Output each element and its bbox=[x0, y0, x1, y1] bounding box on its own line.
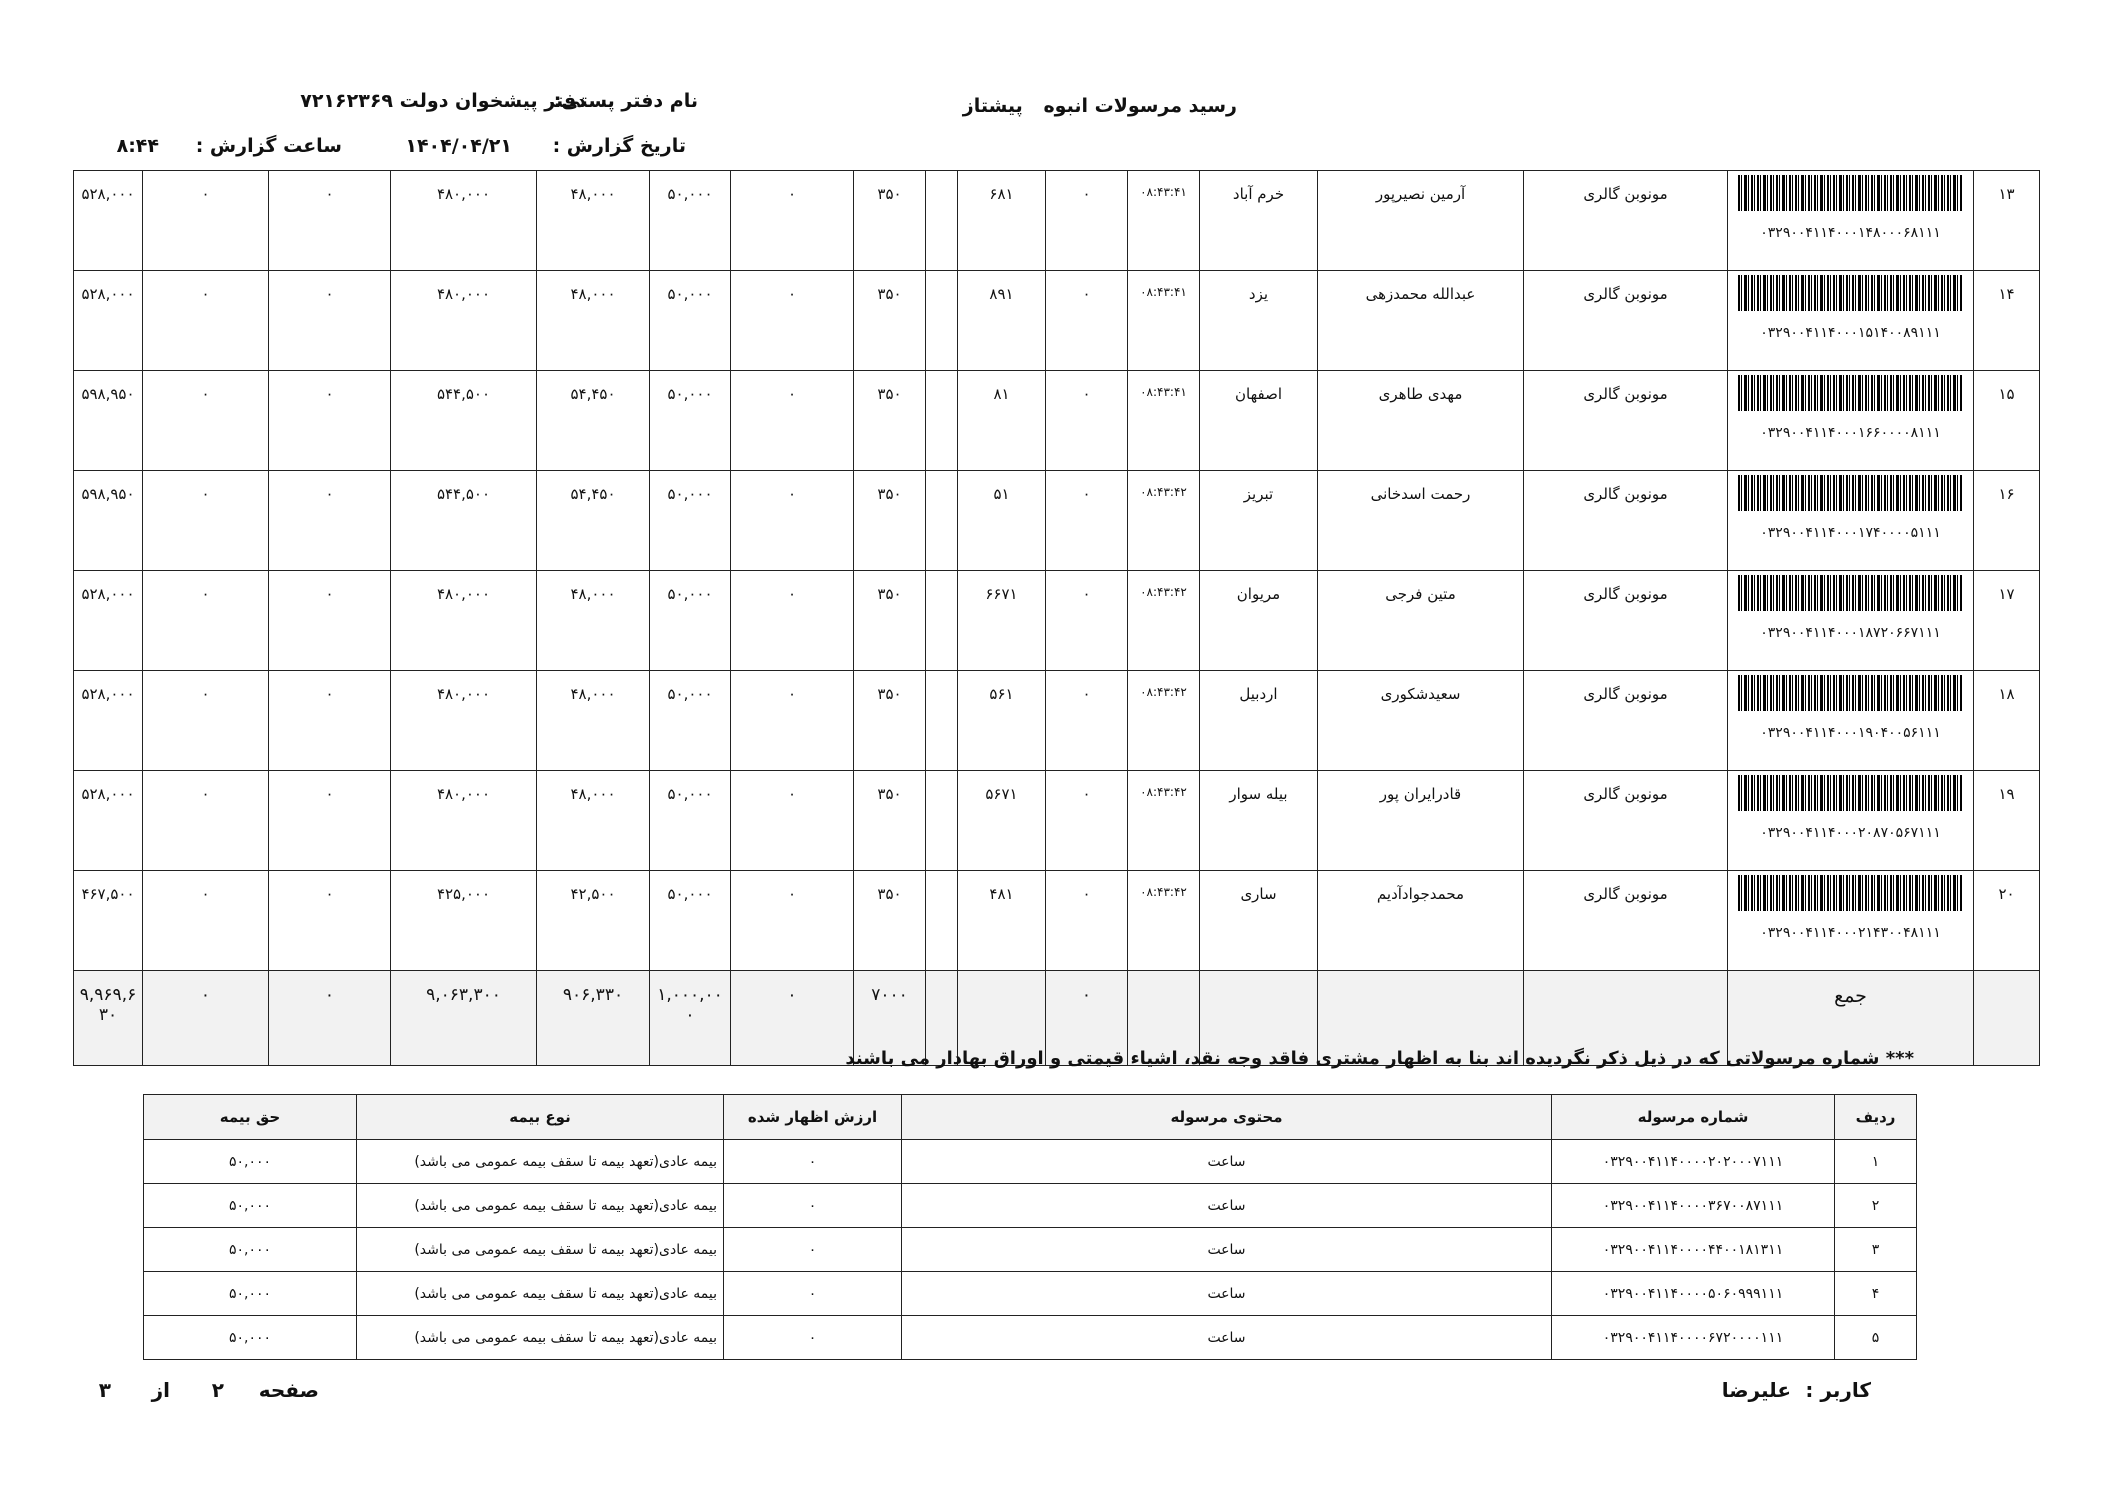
time: ۰۸:۴۳:۴۲ bbox=[1128, 471, 1200, 571]
barcode-cell bbox=[1728, 271, 1974, 371]
page-label: صفحه bbox=[258, 1378, 319, 1402]
header-premium: حق بیمه bbox=[144, 1095, 357, 1140]
ins-parcel-number: ۰۳۲۹۰۰۴۱۱۴۰۰۰۰۵۰۶۰۹۹۹۱۱۱ bbox=[1552, 1272, 1835, 1316]
blank-col bbox=[926, 371, 958, 471]
code: ۸۹۱ bbox=[958, 271, 1046, 371]
code: ۸۱ bbox=[958, 371, 1046, 471]
sum-c1: ۱,۰۰۰,۰۰۰ bbox=[650, 971, 731, 1066]
insurance-header-row bbox=[144, 1095, 1917, 1140]
zero-col-2: ۰ bbox=[731, 271, 854, 371]
city: بیله سوار bbox=[1200, 771, 1318, 871]
ins-content: ساعت bbox=[902, 1184, 1552, 1228]
row-index: ۱۹ bbox=[1974, 771, 2040, 871]
amount-3: ۴۸۰,۰۰۰ bbox=[391, 571, 537, 671]
ins-declared-value: ۰ bbox=[724, 1272, 902, 1316]
sender: مونوبن گالری bbox=[1524, 571, 1728, 671]
code: ۵۶۷۱ bbox=[958, 771, 1046, 871]
amount-1: ۵۰,۰۰۰ bbox=[650, 271, 731, 371]
amount-1: ۵۰,۰۰۰ bbox=[650, 871, 731, 971]
city: اصفهان bbox=[1200, 371, 1318, 471]
blank-col bbox=[926, 671, 958, 771]
valuables-note: *** شماره مرسولاتی که در ذیل ذکر نگردیده اند بنا به اظهار مشتری فاقد وجه نقد، اشیاء قیمتی و اوراق بهادار می باشند bbox=[845, 1048, 1914, 1069]
total: ۵۹۸,۹۵۰ bbox=[74, 371, 143, 471]
zero-col-1: ۰ bbox=[1046, 571, 1128, 671]
amount-3: ۴۸۰,۰۰۰ bbox=[391, 771, 537, 871]
parcel-row bbox=[74, 271, 2040, 371]
parcel-row bbox=[74, 371, 2040, 471]
barcode-number: ۰۳۲۹۰۰۴۱۱۴۰۰۰۱۵۱۴۰۰۸۹۱۱۱ bbox=[1760, 325, 1941, 341]
ins-insurance-type: بیمه عادی(تعهد بیمه تا سقف بیمه عمومی می باشد) bbox=[357, 1228, 724, 1272]
receiver: مهدی طاهری bbox=[1318, 371, 1524, 471]
zero-col-1: ۰ bbox=[1046, 671, 1128, 771]
zero-col-4: ۰ bbox=[143, 471, 269, 571]
amount-2: ۴۸,۰۰۰ bbox=[537, 271, 650, 371]
insurance-row bbox=[144, 1316, 1917, 1360]
header-idx: ردیف bbox=[1835, 1095, 1917, 1140]
amount-1: ۵۰,۰۰۰ bbox=[650, 471, 731, 571]
barcode-cell bbox=[1728, 871, 1974, 971]
amount-3: ۴۲۵,۰۰۰ bbox=[391, 871, 537, 971]
zero-col-2: ۰ bbox=[731, 471, 854, 571]
barcode-cell bbox=[1728, 671, 1974, 771]
amount-2: ۴۸,۰۰۰ bbox=[537, 771, 650, 871]
city: خرم آباد bbox=[1200, 171, 1318, 271]
parcel-row bbox=[74, 571, 2040, 671]
blank-col bbox=[926, 471, 958, 571]
ins-idx: ۴ bbox=[1835, 1272, 1917, 1316]
page-current: ۲ bbox=[211, 1378, 224, 1402]
user-label: کاربر : bbox=[1805, 1378, 1871, 1402]
ins-declared-value: ۰ bbox=[724, 1316, 902, 1360]
amount-2: ۴۲,۵۰۰ bbox=[537, 871, 650, 971]
barcode-graphic bbox=[1738, 375, 1963, 411]
ins-idx: ۵ bbox=[1835, 1316, 1917, 1360]
ins-parcel-number: ۰۳۲۹۰۰۴۱۱۴۰۰۰۰۴۴۰۰۱۸۱۳۱۱ bbox=[1552, 1228, 1835, 1272]
weight: ۳۵۰ bbox=[854, 771, 926, 871]
zero-col-2: ۰ bbox=[731, 371, 854, 471]
barcode-number: ۰۳۲۹۰۰۴۱۱۴۰۰۰۱۷۴۰۰۰۰۵۱۱۱ bbox=[1760, 525, 1941, 541]
zero-col-1: ۰ bbox=[1046, 271, 1128, 371]
amount-1: ۵۰,۰۰۰ bbox=[650, 771, 731, 871]
receiver: رحمت اسدخانی bbox=[1318, 471, 1524, 571]
ins-premium: ۵۰,۰۰۰ bbox=[144, 1272, 357, 1316]
time: ۰۸:۴۳:۴۲ bbox=[1128, 871, 1200, 971]
ins-idx: ۲ bbox=[1835, 1184, 1917, 1228]
total: ۵۲۸,۰۰۰ bbox=[74, 671, 143, 771]
barcode-number: ۰۳۲۹۰۰۴۱۱۴۰۰۰۱۸۷۲۰۶۶۷۱۱۱ bbox=[1760, 625, 1941, 641]
zero-col-2: ۰ bbox=[731, 171, 854, 271]
ins-idx: ۳ bbox=[1835, 1228, 1917, 1272]
code: ۵۶۱ bbox=[958, 671, 1046, 771]
sender: مونوبن گالری bbox=[1524, 671, 1728, 771]
header-declared-value: ارزش اظهار شده bbox=[724, 1095, 902, 1140]
sender: مونوبن گالری bbox=[1524, 371, 1728, 471]
zero-col-3: ۰ bbox=[269, 471, 391, 571]
amount-3: ۵۴۴,۵۰۰ bbox=[391, 371, 537, 471]
row-index: ۱۴ bbox=[1974, 271, 2040, 371]
barcode-graphic bbox=[1738, 275, 1963, 311]
amount-1: ۵۰,۰۰۰ bbox=[650, 671, 731, 771]
date-value: ۱۴۰۴/۰۴/۲۱ bbox=[405, 135, 512, 157]
receiver: عبدالله محمدزهی bbox=[1318, 271, 1524, 371]
ins-insurance-type: بیمه عادی(تعهد بیمه تا سقف بیمه عمومی می باشد) bbox=[357, 1184, 724, 1228]
code: ۶۶۷۱ bbox=[958, 571, 1046, 671]
zero-col-4: ۰ bbox=[143, 371, 269, 471]
amount-2: ۴۸,۰۰۰ bbox=[537, 171, 650, 271]
city: مریوان bbox=[1200, 571, 1318, 671]
time: ۰۸:۴۳:۴۲ bbox=[1128, 771, 1200, 871]
insurance-row bbox=[144, 1140, 1917, 1184]
ins-parcel-number: ۰۳۲۹۰۰۴۱۱۴۰۰۰۰۶۷۲۰۰۰۰۱۱۱ bbox=[1552, 1316, 1835, 1360]
sum-total: ۹,۹۶۹,۶۳۰ bbox=[74, 971, 143, 1066]
insurance-table bbox=[143, 1094, 1917, 1360]
code: ۴۸۱ bbox=[958, 871, 1046, 971]
receiver: آرمین نصیرپور bbox=[1318, 171, 1524, 271]
zero-col-4: ۰ bbox=[143, 771, 269, 871]
insurance-row bbox=[144, 1272, 1917, 1316]
zero-col-3: ۰ bbox=[269, 271, 391, 371]
weight: ۳۵۰ bbox=[854, 271, 926, 371]
ins-declared-value: ۰ bbox=[724, 1140, 902, 1184]
row-index: ۱۵ bbox=[1974, 371, 2040, 471]
amount-1: ۵۰,۰۰۰ bbox=[650, 571, 731, 671]
amount-1: ۵۰,۰۰۰ bbox=[650, 371, 731, 471]
office-label: نام دفتر پستی: bbox=[553, 90, 698, 112]
sender: مونوبن گالری bbox=[1524, 871, 1728, 971]
amount-2: ۴۸,۰۰۰ bbox=[537, 671, 650, 771]
receiver: محمدجوادآدیم bbox=[1318, 871, 1524, 971]
zero-col-2: ۰ bbox=[731, 571, 854, 671]
zero-col-1: ۰ bbox=[1046, 471, 1128, 571]
parcel-row bbox=[74, 871, 2040, 971]
sum-zero4: ۰ bbox=[143, 971, 269, 1066]
header-insurance-type: نوع بیمه bbox=[357, 1095, 724, 1140]
barcode-cell bbox=[1728, 571, 1974, 671]
ins-content: ساعت bbox=[902, 1140, 1552, 1184]
zero-col-1: ۰ bbox=[1046, 771, 1128, 871]
ins-parcel-number: ۰۳۲۹۰۰۴۱۱۴۰۰۰۰۳۶۷۰۰۸۷۱۱۱ bbox=[1552, 1184, 1835, 1228]
ins-idx: ۱ bbox=[1835, 1140, 1917, 1184]
code: ۵۱ bbox=[958, 471, 1046, 571]
sum-idx bbox=[1974, 971, 2040, 1066]
code: ۶۸۱ bbox=[958, 171, 1046, 271]
ins-insurance-type: بیمه عادی(تعهد بیمه تا سقف بیمه عمومی می باشد) bbox=[357, 1272, 724, 1316]
receiver: متین فرجی bbox=[1318, 571, 1524, 671]
sum-zero2: ۰ bbox=[731, 971, 854, 1066]
parcel-row bbox=[74, 171, 2040, 271]
ins-content: ساعت bbox=[902, 1228, 1552, 1272]
ins-insurance-type: بیمه عادی(تعهد بیمه تا سقف بیمه عمومی می باشد) bbox=[357, 1316, 724, 1360]
parcel-row bbox=[74, 771, 2040, 871]
ins-premium: ۵۰,۰۰۰ bbox=[144, 1184, 357, 1228]
amount-3: ۴۸۰,۰۰۰ bbox=[391, 671, 537, 771]
zero-col-3: ۰ bbox=[269, 371, 391, 471]
header-content: محتوی مرسوله bbox=[902, 1095, 1552, 1140]
barcode-number: ۰۳۲۹۰۰۴۱۱۴۰۰۰۱۴۸۰۰۰۶۸۱۱۱ bbox=[1760, 225, 1941, 241]
city: تبریز bbox=[1200, 471, 1318, 571]
parcel-row bbox=[74, 471, 2040, 571]
zero-col-2: ۰ bbox=[731, 671, 854, 771]
zero-col-3: ۰ bbox=[269, 871, 391, 971]
blank-col bbox=[926, 571, 958, 671]
zero-col-4: ۰ bbox=[143, 271, 269, 371]
ins-insurance-type: بیمه عادی(تعهد بیمه تا سقف بیمه عمومی می باشد) bbox=[357, 1140, 724, 1184]
sender: مونوبن گالری bbox=[1524, 271, 1728, 371]
of-label: از bbox=[151, 1378, 170, 1402]
amount-1: ۵۰,۰۰۰ bbox=[650, 171, 731, 271]
barcode-graphic bbox=[1738, 475, 1963, 511]
time: ۰۸:۴۳:۴۱ bbox=[1128, 271, 1200, 371]
barcode-graphic bbox=[1738, 775, 1963, 811]
date-label: تاریخ گزارش : bbox=[552, 135, 686, 157]
total: ۴۶۷,۵۰۰ bbox=[74, 871, 143, 971]
amount-3: ۴۸۰,۰۰۰ bbox=[391, 271, 537, 371]
blank-col bbox=[926, 771, 958, 871]
amount-2: ۵۴,۴۵۰ bbox=[537, 471, 650, 571]
ins-premium: ۵۰,۰۰۰ bbox=[144, 1228, 357, 1272]
zero-col-4: ۰ bbox=[143, 671, 269, 771]
parcels-table bbox=[73, 170, 2040, 1066]
barcode-graphic bbox=[1738, 675, 1963, 711]
ins-premium: ۵۰,۰۰۰ bbox=[144, 1140, 357, 1184]
sum-c3: ۹,۰۶۳,۳۰۰ bbox=[391, 971, 537, 1066]
header-parcel-number: شماره مرسوله bbox=[1552, 1095, 1835, 1140]
weight: ۳۵۰ bbox=[854, 571, 926, 671]
zero-col-3: ۰ bbox=[269, 671, 391, 771]
service-name: پیشتاز bbox=[962, 95, 1023, 117]
time: ۰۸:۴۳:۴۲ bbox=[1128, 671, 1200, 771]
page-total: ۳ bbox=[98, 1378, 111, 1402]
ins-declared-value: ۰ bbox=[724, 1228, 902, 1272]
row-index: ۱۷ bbox=[1974, 571, 2040, 671]
row-index: ۲۰ bbox=[1974, 871, 2040, 971]
zero-col-2: ۰ bbox=[731, 771, 854, 871]
total: ۵۹۸,۹۵۰ bbox=[74, 471, 143, 571]
insurance-row bbox=[144, 1184, 1917, 1228]
weight: ۳۵۰ bbox=[854, 171, 926, 271]
row-index: ۱۶ bbox=[1974, 471, 2040, 571]
zero-col-1: ۰ bbox=[1046, 371, 1128, 471]
sum-weight: ۷۰۰۰ bbox=[854, 971, 926, 1066]
total: ۵۲۸,۰۰۰ bbox=[74, 271, 143, 371]
office-name: دفتر پیشخوان دولت ۷۲۱۶۲۳۶۹ bbox=[300, 90, 586, 112]
sender: مونوبن گالری bbox=[1524, 771, 1728, 871]
receiver: سعیدشکوری bbox=[1318, 671, 1524, 771]
zero-col-1: ۰ bbox=[1046, 171, 1128, 271]
ins-content: ساعت bbox=[902, 1316, 1552, 1360]
weight: ۳۵۰ bbox=[854, 671, 926, 771]
ins-premium: ۵۰,۰۰۰ bbox=[144, 1316, 357, 1360]
barcode-graphic bbox=[1738, 175, 1963, 211]
time: ۰۸:۴۳:۴۱ bbox=[1128, 371, 1200, 471]
barcode-number: ۰۳۲۹۰۰۴۱۱۴۰۰۰۱۹۰۴۰۰۵۶۱۱۱ bbox=[1760, 725, 1941, 741]
insurance-row bbox=[144, 1228, 1917, 1272]
weight: ۳۵۰ bbox=[854, 471, 926, 571]
amount-2: ۴۸,۰۰۰ bbox=[537, 571, 650, 671]
zero-col-4: ۰ bbox=[143, 571, 269, 671]
total: ۵۲۸,۰۰۰ bbox=[74, 771, 143, 871]
zero-col-4: ۰ bbox=[143, 871, 269, 971]
time-value: ۸:۴۴ bbox=[116, 135, 159, 157]
amount-3: ۴۸۰,۰۰۰ bbox=[391, 171, 537, 271]
zero-col-3: ۰ bbox=[269, 171, 391, 271]
total: ۵۲۸,۰۰۰ bbox=[74, 571, 143, 671]
row-index: ۱۸ bbox=[1974, 671, 2040, 771]
barcode-number: ۰۳۲۹۰۰۴۱۱۴۰۰۰۱۶۶۰۰۰۰۸۱۱۱ bbox=[1760, 425, 1941, 441]
parcel-row bbox=[74, 671, 2040, 771]
barcode-cell bbox=[1728, 771, 1974, 871]
weight: ۳۵۰ bbox=[854, 871, 926, 971]
sum-c2: ۹۰۶,۳۳۰ bbox=[537, 971, 650, 1066]
sum-zero3: ۰ bbox=[269, 971, 391, 1066]
barcode-cell bbox=[1728, 371, 1974, 471]
zero-col-1: ۰ bbox=[1046, 871, 1128, 971]
sum-label: جمع bbox=[1728, 971, 1974, 1066]
city: یزد bbox=[1200, 271, 1318, 371]
ins-content: ساعت bbox=[902, 1272, 1552, 1316]
amount-2: ۵۴,۴۵۰ bbox=[537, 371, 650, 471]
time: ۰۸:۴۳:۴۲ bbox=[1128, 571, 1200, 671]
barcode-number: ۰۳۲۹۰۰۴۱۱۴۰۰۰۲۰۸۷۰۵۶۷۱۱۱ bbox=[1760, 825, 1941, 841]
sum-zero1: ۰ bbox=[1046, 971, 1128, 1066]
sender: مونوبن گالری bbox=[1524, 471, 1728, 571]
barcode-cell bbox=[1728, 471, 1974, 571]
city: اردبیل bbox=[1200, 671, 1318, 771]
city: ساری bbox=[1200, 871, 1318, 971]
ins-parcel-number: ۰۳۲۹۰۰۴۱۱۴۰۰۰۰۲۰۲۰۰۰۷۱۱۱ bbox=[1552, 1140, 1835, 1184]
amount-3: ۵۴۴,۵۰۰ bbox=[391, 471, 537, 571]
zero-col-4: ۰ bbox=[143, 171, 269, 271]
row-index: ۱۳ bbox=[1974, 171, 2040, 271]
blank-col bbox=[926, 171, 958, 271]
zero-col-3: ۰ bbox=[269, 771, 391, 871]
ins-declared-value: ۰ bbox=[724, 1184, 902, 1228]
time-label: ساعت گزارش : bbox=[195, 135, 342, 157]
receiver: قادرایران پور bbox=[1318, 771, 1524, 871]
barcode-number: ۰۳۲۹۰۰۴۱۱۴۰۰۰۲۱۴۳۰۰۴۸۱۱۱ bbox=[1760, 925, 1941, 941]
blank-col bbox=[926, 871, 958, 971]
barcode-cell bbox=[1728, 171, 1974, 271]
barcode-graphic bbox=[1738, 575, 1963, 611]
barcode-graphic bbox=[1738, 875, 1963, 911]
zero-col-3: ۰ bbox=[269, 571, 391, 671]
receipt-title-text: رسید مرسولات انبوه bbox=[1043, 95, 1237, 117]
total: ۵۲۸,۰۰۰ bbox=[74, 171, 143, 271]
weight: ۳۵۰ bbox=[854, 371, 926, 471]
sender: مونوبن گالری bbox=[1524, 171, 1728, 271]
blank-col bbox=[926, 271, 958, 371]
user-name: علیرضا bbox=[1721, 1378, 1791, 1402]
zero-col-2: ۰ bbox=[731, 871, 854, 971]
time: ۰۸:۴۳:۴۱ bbox=[1128, 171, 1200, 271]
receipt-title bbox=[963, 95, 1237, 117]
